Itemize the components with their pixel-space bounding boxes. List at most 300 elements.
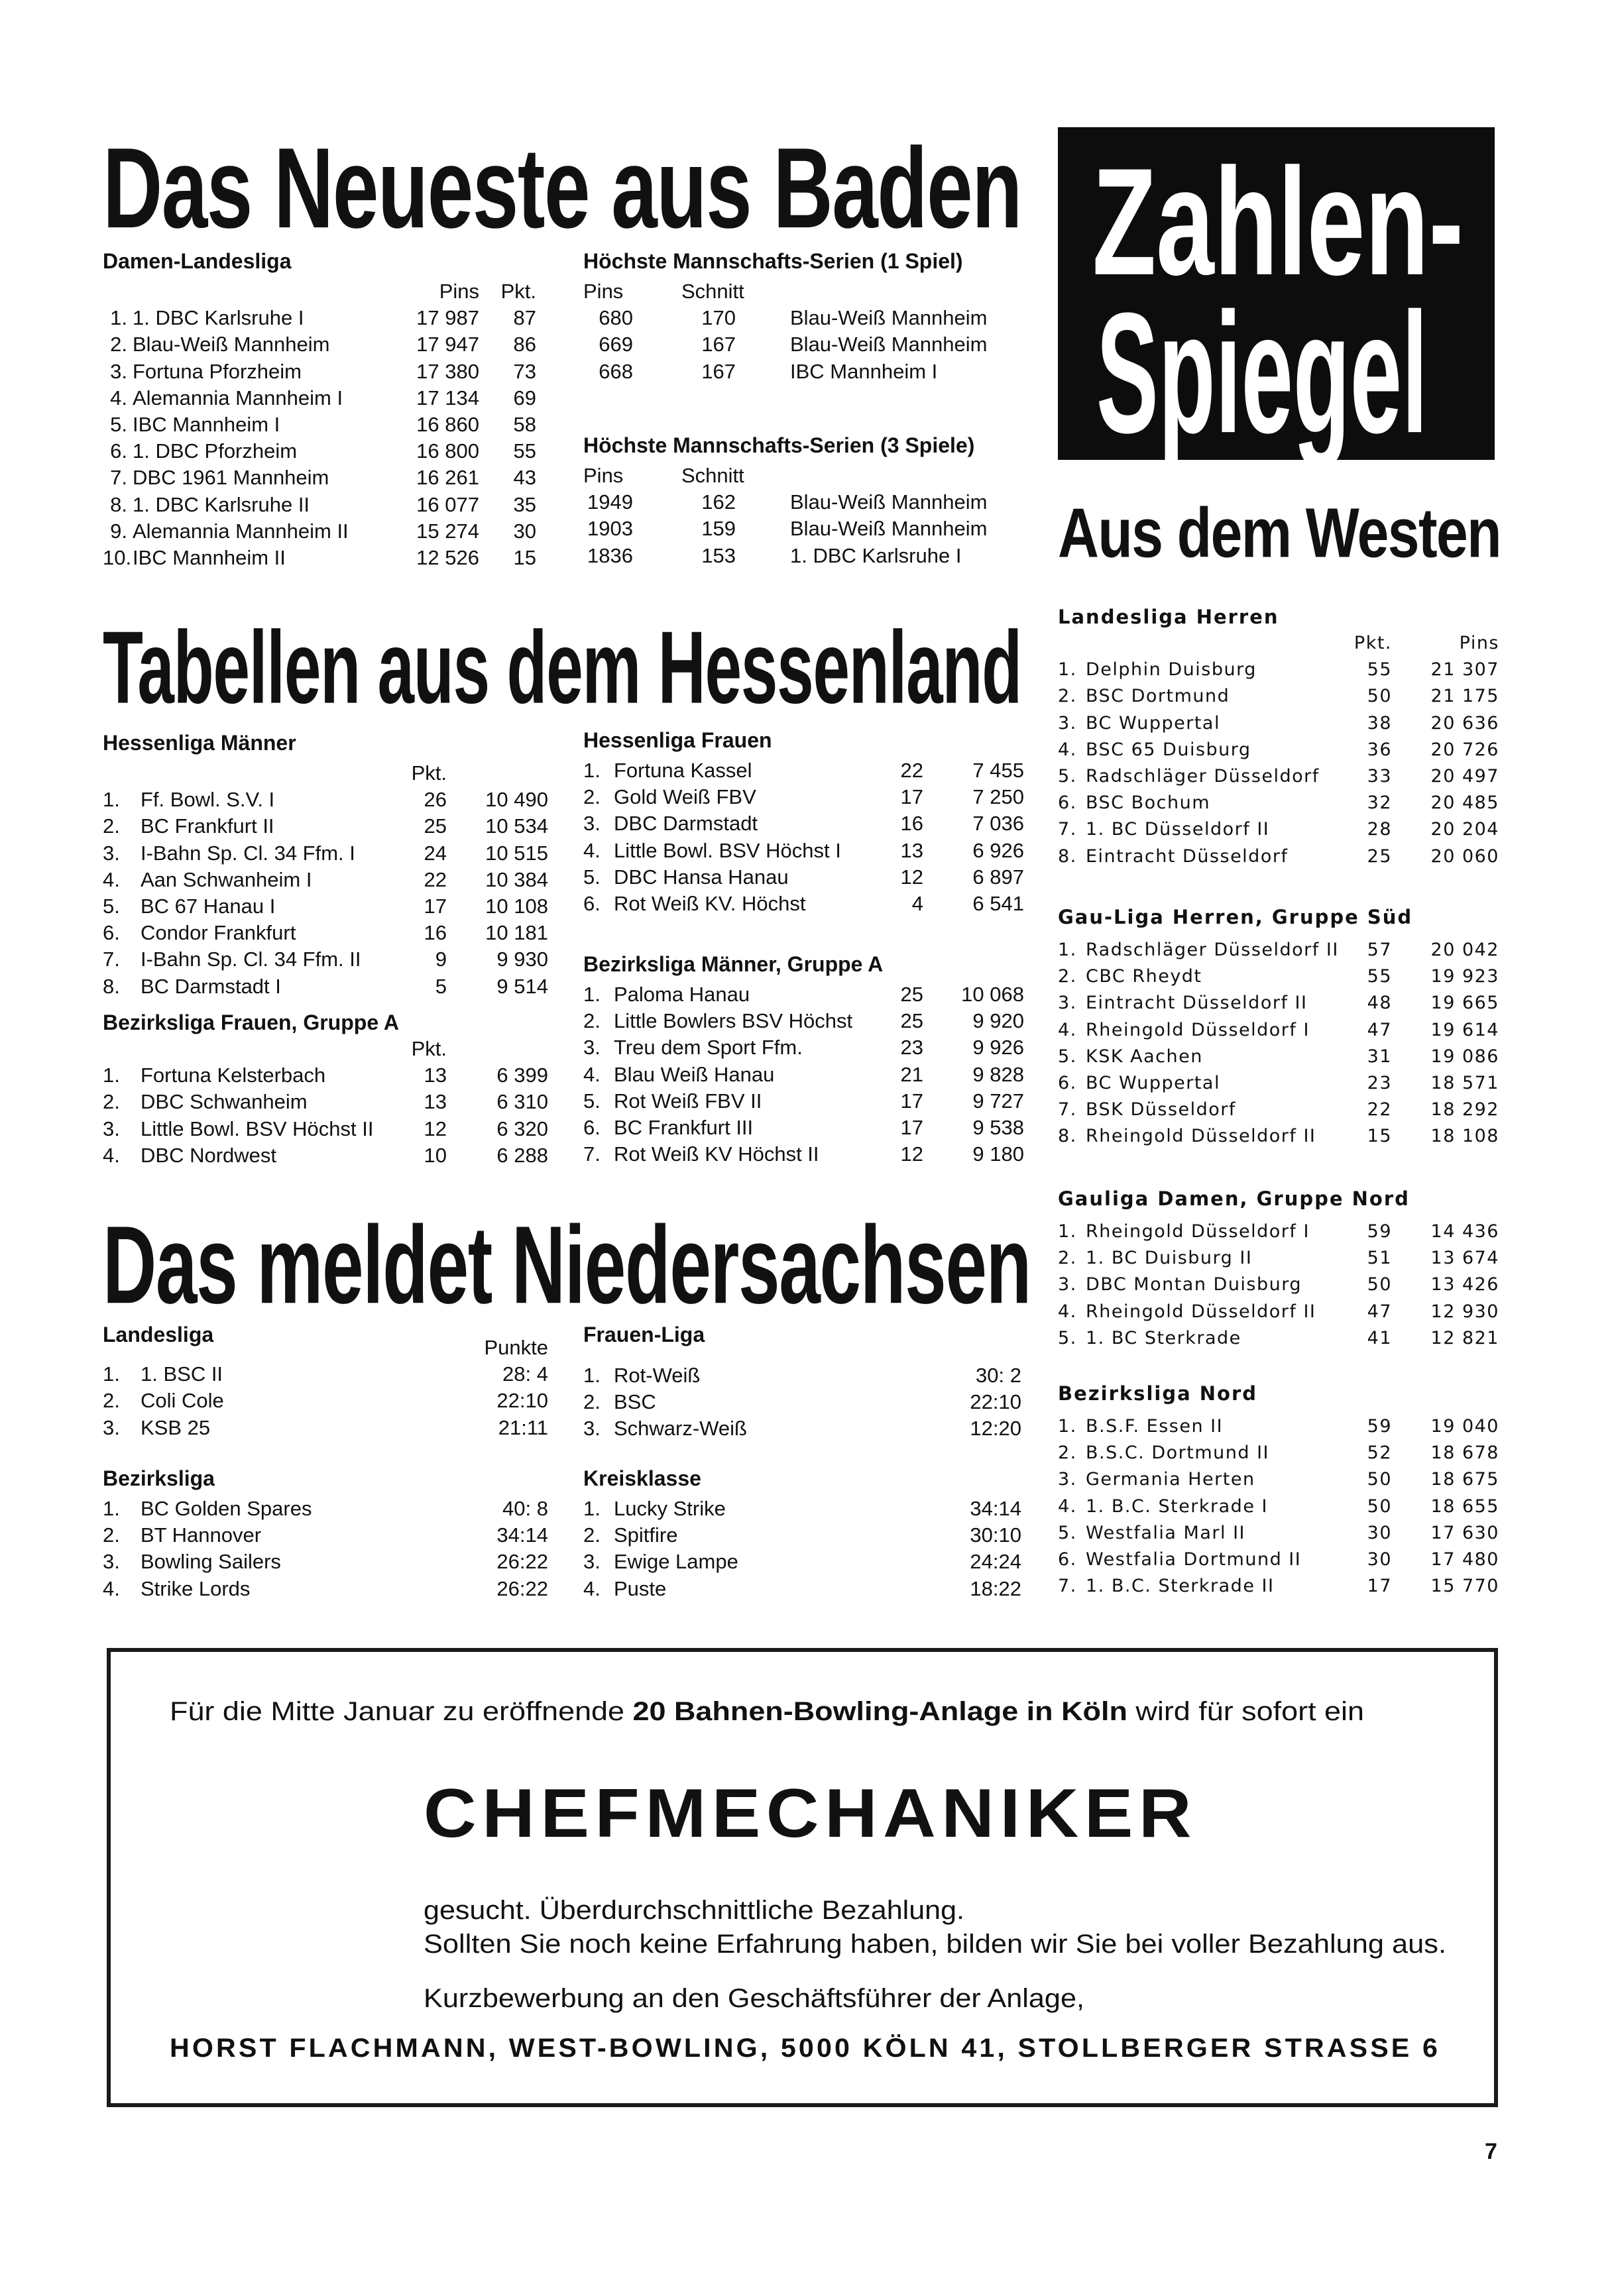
cell-rank: 7. [1058, 1099, 1077, 1121]
cell-gap [736, 489, 790, 516]
cell-schnitt: 159 [701, 517, 736, 541]
cell-pkt: 30 [1367, 1549, 1392, 1570]
table-row [103, 1522, 548, 1549]
cell-rank: 5. [1058, 1522, 1077, 1543]
table-row [103, 893, 548, 920]
cell-pins: 18 292 [1430, 1099, 1499, 1121]
table-header [103, 1335, 548, 1361]
section-heading: Bezirksliga Männer, Gruppe A [583, 952, 884, 976]
cell-rank: 8. [103, 974, 120, 998]
cell-pkt: 21 [900, 1062, 923, 1086]
cell-pins: 6 399 [496, 1064, 548, 1087]
cell-team: BC Wuppertal [1086, 712, 1220, 734]
cell-team: 1. DBC Pforzheim [133, 439, 298, 463]
cell-rank: 2. [103, 1090, 120, 1114]
cell-pkt: 24 [424, 841, 447, 865]
cell-pins: 7 250 [972, 785, 1024, 809]
cell-team: Rot-Weiß [614, 1364, 701, 1387]
cell-team: IBC Mannheim I [790, 359, 938, 383]
cell-pins: 18 678 [1430, 1443, 1499, 1464]
cell-pins: 17 134 [416, 386, 479, 410]
column-header [103, 1036, 141, 1062]
cell-pkt: 38 [1367, 712, 1392, 734]
cell-team: DBC Darmstadt [614, 812, 758, 836]
section-heading: Bezirksliga [103, 1466, 215, 1490]
table-row [583, 784, 1024, 810]
column-header: Pins [1459, 633, 1499, 653]
cell-team: B.S.F. Essen II [1086, 1416, 1224, 1437]
cell-pkt: 51 [1367, 1248, 1392, 1269]
table-row [583, 1141, 1024, 1168]
table-row [103, 1496, 548, 1522]
cell-rank: 7. [1058, 819, 1077, 840]
cell-team: Fortuna Pforzheim [133, 359, 302, 383]
table-row [1058, 1044, 1499, 1070]
cell-rank: 1. [1058, 659, 1077, 681]
cell-rank: 1. [1058, 1416, 1077, 1437]
cell-team: Fortuna Kelsterbach [141, 1064, 326, 1087]
section-bezirksliga-frauen-a [103, 1009, 548, 1169]
table-row [1058, 937, 1499, 963]
section-heading: Bezirksliga Nord [1058, 1382, 1258, 1405]
cell-team: Rot Weiß KV. Höchst [614, 892, 806, 916]
cell-pkt: 4 [911, 892, 923, 916]
cell-pins: 17 480 [1430, 1549, 1499, 1570]
cell-rank: 2. [583, 1390, 601, 1414]
section-nieders-frauenliga [583, 1321, 1021, 1443]
cell-pts: 18:22 [970, 1576, 1021, 1600]
cell-rank: 5. [103, 895, 120, 918]
cell-pins: 13 426 [1430, 1274, 1499, 1295]
cell-rank: 3. [1058, 993, 1077, 1014]
cell-team: BC Frankfurt II [141, 814, 274, 838]
cell-team: Bowling Sailers [141, 1550, 281, 1574]
cell-team: KSB 25 [141, 1415, 211, 1439]
cell-rank: 5. [1058, 1327, 1077, 1348]
cell-pkt: 69 [513, 386, 536, 410]
cell-pins: 19 665 [1430, 993, 1499, 1014]
table-row [583, 1415, 1021, 1442]
cell-pins: 16 261 [416, 466, 479, 490]
table-row [1058, 1547, 1499, 1573]
cell-pins: 15 274 [416, 519, 479, 543]
cell-rank: 3. [1058, 712, 1077, 734]
cell-pins: 680 [599, 306, 633, 330]
cell-rank: 2. [103, 1389, 120, 1413]
cell-pins: 668 [599, 359, 633, 383]
table-row [1058, 1097, 1499, 1123]
cell-team: 1. BSC II [141, 1362, 223, 1386]
cell-rank: 8. [1058, 846, 1077, 867]
cell-rank: 4. [110, 386, 127, 410]
banner-line-2: Spiegel [1096, 276, 1428, 469]
table-row [583, 1549, 1021, 1575]
cell-rank: 6. [1058, 1073, 1077, 1094]
cell-team: Schwarz-Weiß [614, 1417, 747, 1441]
cell-pkt: 17 [900, 785, 923, 809]
table-row [1058, 1017, 1499, 1044]
cell-team: BSC Bochum [1086, 793, 1211, 814]
table-row [103, 465, 540, 491]
cell-pkt: 33 [1367, 766, 1392, 787]
cell-pkt: 73 [513, 359, 536, 383]
cell-rank: 7. [110, 466, 127, 490]
cell-rank: 6. [110, 439, 127, 463]
section-heading: Höchste Mannschafts-Serien (3 Spiele) [583, 433, 975, 457]
cell-pts: 34:14 [970, 1497, 1021, 1520]
cell-pkt: 55 [1367, 659, 1392, 681]
cell-team: Alemannia Mannheim I [133, 386, 343, 410]
cell-pins: 20 636 [1430, 712, 1499, 734]
table-row [1058, 763, 1499, 790]
cell-pts: 30:10 [970, 1523, 1021, 1547]
cell-pins: 10 490 [485, 788, 548, 812]
title-hessen: Tabellen aus dem Hessenland [103, 610, 1021, 726]
section-heading: Hessenliga Männer [103, 731, 296, 755]
section-bezirksliga-maenner-a [583, 951, 1024, 1168]
cell-pins: 6 897 [972, 865, 1024, 889]
cell-rank: 5. [583, 1089, 601, 1113]
cell-pins: 15 770 [1430, 1576, 1499, 1597]
cell-team: 1. DBC Karlsruhe I [790, 543, 962, 567]
cell-rank: 6. [1058, 1549, 1077, 1570]
cell-pins: 17 380 [416, 359, 479, 383]
table-row [583, 1008, 1024, 1034]
column-header [141, 760, 398, 787]
table-row [103, 1089, 548, 1115]
cell-rank: 5. [110, 413, 127, 437]
column-header [103, 1335, 141, 1361]
cell-pins: 20 485 [1430, 793, 1499, 814]
cell-pkt: 50 [1367, 686, 1392, 707]
cell-pins: 20 204 [1430, 819, 1499, 840]
cell-pkt: 30 [513, 519, 536, 543]
column-header [133, 278, 400, 305]
table-row [1058, 1520, 1499, 1547]
cell-pkt: 55 [1367, 966, 1392, 987]
cell-pins: 10 515 [485, 841, 548, 865]
cell-pts: 26:22 [496, 1550, 548, 1574]
table-row [583, 1115, 1024, 1141]
cell-team: I-Bahn Sp. Cl. 34 Ffm. I [141, 841, 355, 865]
cell-rank: 3. [583, 1550, 601, 1574]
cell-team: Blau-Weiß Mannheim [790, 333, 988, 356]
title-westen: Aus dem Westen [1058, 494, 1501, 573]
cell-pins: 10 534 [485, 814, 548, 838]
cell-rank: 3. [1058, 1469, 1077, 1490]
cell-team: Rheingold Düsseldorf II [1086, 1301, 1316, 1322]
cell-pins: 19 923 [1430, 966, 1499, 987]
cell-rank: 6. [103, 921, 120, 945]
cell-team: BSC [614, 1390, 656, 1414]
cell-pins: 17 987 [416, 306, 479, 330]
cell-rank: 4. [583, 1576, 601, 1600]
cell-pkt: 13 [424, 1090, 447, 1114]
cell-rank: 1. [1058, 940, 1077, 960]
cell-pkt: 43 [513, 466, 536, 490]
section-nieders-bezirksliga [103, 1465, 548, 1602]
cell-gap [736, 358, 790, 385]
cell-team: Delphin Duisburg [1086, 659, 1257, 681]
table-row [103, 1361, 548, 1388]
cell-rank: 3. [583, 812, 601, 836]
cell-team: Radschläger Düsseldorf II [1086, 940, 1339, 960]
cell-team: B.S.C. Dortmund II [1086, 1443, 1270, 1464]
cell-team: BT Hannover [141, 1523, 262, 1547]
cell-rank: 2. [110, 333, 127, 356]
column-header: Pins [583, 280, 624, 303]
cell-pins: 17 947 [416, 333, 479, 356]
cell-rank: 2. [583, 1009, 601, 1033]
cell-pkt: 12 [900, 1142, 923, 1166]
cell-pins: 16 800 [416, 439, 479, 463]
cell-team: DBC 1961 Mannheim [133, 466, 329, 490]
cell-gap [736, 516, 790, 542]
cell-rank: 7. [103, 948, 120, 971]
table-row [1058, 844, 1499, 870]
column-header [1058, 630, 1086, 657]
cell-pkt: 30 [1367, 1522, 1392, 1543]
cell-pkt: 59 [1367, 1416, 1392, 1437]
cell-pts: 34:14 [496, 1523, 548, 1547]
cell-schnitt: 170 [701, 306, 736, 330]
cell-rank: 7. [583, 1142, 601, 1166]
cell-pins: 10 108 [485, 895, 548, 918]
cell-team: Rot Weiß FBV II [614, 1089, 762, 1113]
cell-pins: 18 108 [1430, 1126, 1499, 1147]
cell-schnitt: 167 [701, 333, 736, 356]
cell-pts: 21:11 [498, 1415, 548, 1439]
cell-pkt: 13 [424, 1064, 447, 1087]
table-row [1058, 1413, 1499, 1440]
cell-pins: 12 821 [1430, 1327, 1499, 1348]
cell-team: Blau-Weiß Mannheim [790, 306, 988, 330]
ad-intro: Für die Mitte Januar zu eröffnende 20 Bahnen-Bowling-Anlage in Köln wird für sofort ein [170, 1697, 1364, 1726]
cell-team: I-Bahn Sp. Cl. 34 Ffm. II [141, 948, 361, 971]
cell-pins: 20 497 [1430, 766, 1499, 787]
cell-team: BC Darmstadt I [141, 974, 281, 998]
table-row [1058, 1440, 1499, 1466]
cell-rank: 3. [583, 1036, 601, 1060]
cell-pkt: 15 [1367, 1126, 1392, 1147]
cell-rank: 5. [1058, 1046, 1077, 1067]
column-header: Pkt. [411, 761, 447, 785]
cell-pkt: 17 [1367, 1576, 1392, 1597]
cell-gap [736, 305, 790, 331]
table-row [103, 973, 548, 1000]
table-row [583, 757, 1024, 784]
cell-rank: 2. [583, 1523, 601, 1547]
cell-team: Treu dem Sport Ffm. [614, 1036, 803, 1060]
cell-pins: 21 307 [1430, 659, 1499, 681]
cell-pkt: 47 [1367, 1019, 1392, 1040]
cell-rank: 3. [110, 359, 127, 383]
cell-pins: 1903 [587, 517, 633, 541]
cell-team: Blau-Weiß Mannheim [790, 490, 988, 514]
cell-pts: 26:22 [496, 1576, 548, 1600]
table-row [583, 1496, 1021, 1522]
cell-pkt: 9 [435, 948, 447, 971]
table-row [1058, 683, 1499, 710]
cell-schnitt: 153 [701, 543, 736, 567]
cell-pkt: 41 [1367, 1327, 1392, 1348]
cell-pkt: 25 [1367, 846, 1392, 867]
table-row [1058, 1325, 1499, 1352]
table-row [103, 358, 540, 385]
column-header: Schnitt [681, 280, 744, 303]
cell-rank: 1. [1058, 1221, 1077, 1242]
section-heading: Damen-Landesliga [103, 249, 292, 273]
cell-rank: 2. [103, 1523, 120, 1547]
cell-rank: 3. [583, 1417, 601, 1441]
cell-rank: 1. [583, 983, 601, 1006]
cell-pkt: 25 [424, 814, 447, 838]
column-header [103, 278, 133, 305]
cell-pkt: 22 [1367, 1099, 1392, 1121]
cell-pins: 20 060 [1430, 846, 1499, 867]
cell-rank: 8. [1058, 1126, 1077, 1147]
table-row [583, 543, 1047, 569]
table-row [1058, 1245, 1499, 1272]
table-row [103, 920, 548, 946]
cell-team: Aan Schwanheim I [141, 867, 312, 891]
job-advertisement [107, 1648, 1498, 2107]
cell-team: Ewige Lampe [614, 1550, 738, 1574]
cell-pins: 6 926 [972, 838, 1024, 862]
cell-pins: 6 541 [972, 892, 1024, 916]
cell-pkt: 36 [1367, 739, 1392, 760]
cell-pins: 7 036 [972, 812, 1024, 836]
cell-pins: 20 726 [1430, 739, 1499, 760]
table-row [583, 1362, 1021, 1389]
cell-team: CBC Rheydt [1086, 966, 1202, 987]
table-row [103, 813, 548, 840]
table-row [583, 838, 1024, 864]
table-row [103, 1116, 548, 1142]
cell-team: Condor Frankfurt [141, 921, 296, 945]
cell-team: Little Bowlers BSV Höchst [614, 1009, 853, 1033]
cell-pkt: 25 [900, 1009, 923, 1033]
section-serien-3-spiele [583, 432, 1047, 569]
cell-team: Rheingold Düsseldorf II [1086, 1126, 1316, 1147]
table-row [583, 891, 1024, 917]
cell-pkt: 22 [900, 759, 923, 782]
cell-pins: 6 320 [496, 1117, 548, 1140]
cell-rank: 1. [103, 788, 120, 812]
cell-pins: 17 630 [1430, 1522, 1499, 1543]
section-heading: Hessenliga Frauen [583, 728, 772, 752]
table-header [103, 278, 540, 305]
table-header [583, 463, 1047, 489]
cell-team: DBC Montan Duisburg [1086, 1274, 1302, 1295]
cell-pins: 6 310 [496, 1090, 548, 1114]
cell-rank: 4. [1058, 739, 1077, 760]
section-heading: Höchste Mannschafts-Serien (1 Spiel) [583, 249, 963, 273]
table-row [583, 810, 1024, 837]
cell-pkt: 50 [1367, 1496, 1392, 1517]
cell-team: BC Wuppertal [1086, 1073, 1220, 1094]
column-header: Pkt. [411, 1037, 447, 1060]
table-row [1058, 1219, 1499, 1245]
cell-pins: 14 436 [1430, 1221, 1499, 1242]
cell-rank: 1. [583, 1364, 601, 1387]
cell-team: Rheingold Düsseldorf I [1086, 1019, 1310, 1040]
cell-team: 1. B.C. Sterkrade II [1086, 1576, 1275, 1597]
cell-rank: 4. [1058, 1301, 1077, 1322]
cell-pkt: 50 [1367, 1274, 1392, 1295]
table-row [1058, 710, 1499, 737]
table-row [103, 1062, 548, 1089]
cell-team: 1. BC Düsseldorf II [1086, 819, 1270, 840]
section-heading: Kreisklasse [583, 1466, 701, 1490]
cell-pkt: 55 [513, 439, 536, 463]
section-heading: Bezirksliga Frauen, Gruppe A [103, 1011, 399, 1034]
cell-rank: 7. [1058, 1576, 1077, 1597]
table-row [1058, 1466, 1499, 1493]
cell-team: Radschläger Düsseldorf [1086, 766, 1320, 787]
cell-pkt: 5 [435, 974, 447, 998]
cell-pkt: 10 [424, 1143, 447, 1167]
cell-rank: 3. [1058, 1274, 1077, 1295]
cell-rank: 10. [103, 546, 132, 570]
cell-pkt: 25 [900, 983, 923, 1006]
section-heading: Landesliga [103, 1323, 214, 1346]
section-heading: Gau-Liga Herren, Gruppe Süd [1058, 906, 1413, 928]
cell-pts: 22:10 [970, 1390, 1021, 1414]
table-row [583, 981, 1024, 1008]
cell-team: Blau-Weiß Mannheim [133, 333, 330, 356]
ad-text-line: Kurzbewerbung an den Geschäftsführer der Anlage, [424, 1984, 1084, 2013]
cell-pkt: 12 [900, 865, 923, 889]
cell-rank: 2. [1058, 1248, 1077, 1269]
cell-pins: 9 926 [972, 1036, 1024, 1060]
cell-pkt: 26 [424, 788, 447, 812]
table-row [1058, 1494, 1499, 1520]
table-row [103, 438, 540, 465]
cell-rank: 8. [110, 492, 127, 516]
cell-pins: 12 526 [416, 546, 479, 570]
cell-pins: 10 384 [485, 867, 548, 891]
cell-pts: 22:10 [496, 1389, 548, 1413]
table-row [103, 411, 540, 438]
cell-team: Rot Weiß KV Höchst II [614, 1142, 819, 1166]
cell-team: BSK Düsseldorf [1086, 1099, 1236, 1121]
table-row [1058, 963, 1499, 990]
cell-rank: 3. [103, 1415, 120, 1439]
table-row [103, 1549, 548, 1575]
zahlen-spiegel-banner [1058, 127, 1495, 469]
cell-rank: 1. [583, 1497, 601, 1520]
table-row [1058, 816, 1499, 843]
column-header [447, 1036, 548, 1062]
table-row [103, 331, 540, 358]
cell-pkt: 22 [424, 867, 447, 891]
section-west-bezirksliga-nord [1058, 1380, 1499, 1600]
cell-rank: 1. [103, 1064, 120, 1087]
cell-rank: 4. [103, 1576, 120, 1600]
cell-rank: 6. [583, 1116, 601, 1140]
cell-rank: 5. [1058, 766, 1077, 787]
column-header: Pins [439, 280, 479, 303]
section-heading: Landesliga Herren [1058, 606, 1279, 628]
cell-pins: 13 674 [1430, 1248, 1499, 1269]
cell-pins: 18 655 [1430, 1496, 1499, 1517]
table-row [1058, 1070, 1499, 1097]
table-row [583, 1576, 1021, 1602]
section-hessenliga-maenner [103, 730, 548, 1000]
cell-pins: 9 538 [972, 1116, 1024, 1140]
cell-pkt: 17 [900, 1089, 923, 1113]
